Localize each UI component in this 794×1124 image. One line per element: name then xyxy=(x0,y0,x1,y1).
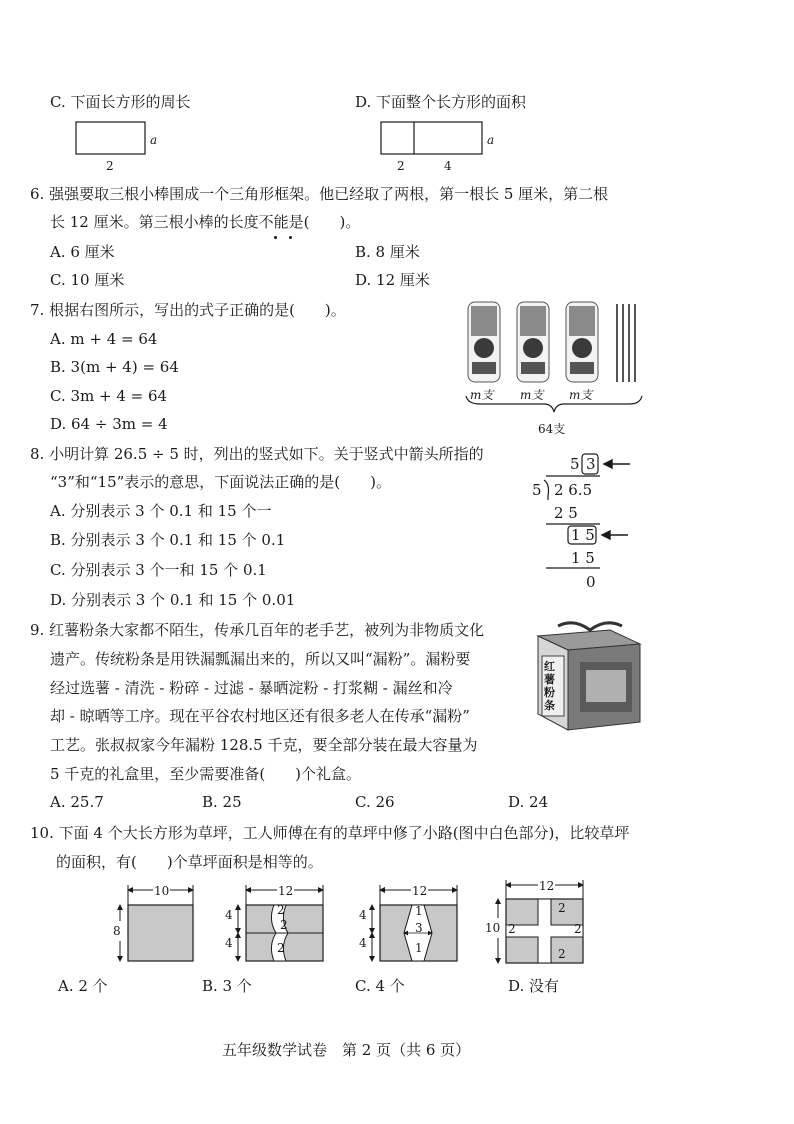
q9-option-c: C. 26 xyxy=(355,793,395,811)
q5-option-c: C. 下面长方形的周长 xyxy=(50,93,191,111)
q5d-label-a: a xyxy=(487,133,495,147)
figC-width-label: 12 xyxy=(411,881,428,901)
q6-stem-line1: 6. 强强要取三根小棒围成一个三角形框架。他已经取了两根，第一根长 5 厘米，第二根 xyxy=(30,185,609,203)
q6-option-c: C. 10 厘米 xyxy=(50,271,125,289)
q5c-label-2: 2 xyxy=(106,159,114,173)
gift-box-label: 红薯粉条 xyxy=(544,660,555,712)
quotient-digit: 5 xyxy=(570,455,580,473)
q7-tube-label: m支 xyxy=(520,388,544,402)
figD-width-label: 12 xyxy=(538,876,555,896)
q7-option-b: B. 3(m + 4) = 64 xyxy=(50,358,179,376)
q7-total-label: 64支 xyxy=(538,422,566,436)
q6-option-d: D. 12 厘米 xyxy=(355,271,430,289)
figA-width-label: 10 xyxy=(153,881,170,901)
figC-height-label: 4 xyxy=(359,936,367,950)
q5c-rectangle xyxy=(76,122,145,154)
q10-option-a: A. 2 个 xyxy=(58,977,108,995)
q8-stem-line1: 8. 小明计算 26.5 ÷ 5 时，列出的竖式如下。关于竖式中箭头所指的 xyxy=(30,445,484,463)
q8-long-division xyxy=(520,448,640,598)
quotient-digit-highlighted: 3 xyxy=(586,455,596,473)
q7-option-c: C. 3m + 4 = 64 xyxy=(50,387,168,405)
figB-path-width: 2 xyxy=(277,941,285,955)
figC-path-middle: 3 xyxy=(415,921,423,935)
page-footer: 五年级数学试卷 第 2 页（共 6 页） xyxy=(222,1041,471,1059)
q7-stem: 7. 根据右图所示，写出的式子正确的是( )。 xyxy=(30,301,346,319)
figA-height-label: 8 xyxy=(113,921,121,941)
division-step: 2 5 xyxy=(554,504,578,522)
pencil-tube-icon xyxy=(468,302,500,382)
q10-option-b: B. 3 个 xyxy=(202,977,252,995)
division-bracket xyxy=(544,480,549,500)
q10-stem-line1: 10. 下面 4 个大长方形为草坪，工人师傅在有的草坪中修了小路(图中白色部分)，比较草坪 xyxy=(30,824,630,842)
pencil-tube-icon xyxy=(517,302,549,382)
q8-option-a: A. 分别表示 3 个 0.1 和 15 个一 xyxy=(50,502,272,520)
q6-option-a: A. 6 厘米 xyxy=(50,243,115,261)
q9-stem-line4: 却 - 晾晒等工序。现在平谷农村地区还有很多老人在传承“漏粉” xyxy=(50,707,470,725)
figB-width-label: 12 xyxy=(277,881,294,901)
q5-option-d: D. 下面整个长方形的面积 xyxy=(355,93,527,111)
figD-path-bottom: 2 xyxy=(558,947,566,961)
figC-path-bottom: 1 xyxy=(415,941,423,955)
figD-path-right: 2 xyxy=(574,922,582,936)
q7-tube-label: m支 xyxy=(470,388,494,402)
q7-option-d: D. 64 ÷ 3m = 4 xyxy=(50,415,168,433)
q9-stem-line1: 9. 红薯粉条大家都不陌生，传承几百年的老手艺，被列为非物质文化 xyxy=(30,621,485,639)
divisor: 5 xyxy=(532,481,542,499)
arrow-left-icon xyxy=(604,460,630,468)
loose-pencils-icon xyxy=(617,304,635,382)
figD-path-left: 2 xyxy=(508,922,516,936)
q7-tube-label: m支 xyxy=(569,388,593,402)
q6-stem-line2: 长 12 厘米。第三根小棒的长度不能是( )。 xyxy=(50,213,361,231)
q9-option-b: B. 25 xyxy=(202,793,242,811)
figB-height-label: 4 xyxy=(225,908,233,922)
q8-option-b: B. 分别表示 3 个 0.1 和 15 个 0.1 xyxy=(50,531,286,549)
q9-stem-line6: 5 千克的礼盒里，至少需要准备( )个礼盒。 xyxy=(50,765,362,783)
q5c-label-a: a xyxy=(150,133,158,147)
q10-option-c: C. 4 个 xyxy=(355,977,405,995)
division-remainder: 0 xyxy=(586,573,596,591)
q5d-rectangle xyxy=(381,122,482,154)
q10-option-d: D. 没有 xyxy=(508,977,560,995)
figD-path-top: 2 xyxy=(558,901,566,915)
q9-option-a: A. 25.7 xyxy=(50,793,104,811)
q9-stem-line5: 工艺。张叔叔家今年漏粉 128.5 千克，要全部分装在最大容量为 xyxy=(50,736,478,754)
q6-option-b: B. 8 厘米 xyxy=(355,243,420,261)
q8-option-c: C. 分别表示 3 个一和 15 个 0.1 xyxy=(50,561,267,579)
division-step-highlighted: 1 5 xyxy=(571,526,595,544)
figB-path-width: 2 xyxy=(280,918,288,932)
q5d-label-2: 2 xyxy=(397,159,405,173)
box-handle xyxy=(558,623,622,630)
figC-height-label: 4 xyxy=(359,908,367,922)
q5d-label-4: 4 xyxy=(444,159,452,173)
dividend: 2 6.5 xyxy=(554,481,593,499)
pencil-tube-icon xyxy=(566,302,598,382)
emphasis-dot xyxy=(289,236,292,239)
q7-option-a: A. m + 4 = 64 xyxy=(50,330,158,348)
q8-option-d: D. 分别表示 3 个 0.1 和 15 个 0.01 xyxy=(50,591,296,609)
q8-stem-line2: “3”和“15”表示的意思，下面说法正确的是( )。 xyxy=(50,473,392,491)
division-step: 1 5 xyxy=(571,549,595,567)
figC-path-top: 1 xyxy=(415,904,423,918)
q9-stem-line3: 经过选薯 - 清洗 - 粉碎 - 过滤 - 暴晒淀粉 - 打浆糊 - 漏丝和冷 xyxy=(50,679,453,697)
figD-height-label: 10 xyxy=(485,918,500,938)
arrow-left-icon xyxy=(602,531,628,539)
emphasis-dot xyxy=(274,236,277,239)
q10-stem-line2: 的面积，有( )个草坪面积是相等的。 xyxy=(56,853,323,871)
figB-path-width: 2 xyxy=(277,903,285,917)
q9-option-d: D. 24 xyxy=(508,793,549,811)
q9-stem-line2: 遗产。传统粉条是用铁漏瓢漏出来的，所以又叫“漏粉”。漏粉要 xyxy=(50,650,471,668)
q5-figures xyxy=(0,0,794,180)
figB-height-label: 4 xyxy=(225,936,233,950)
